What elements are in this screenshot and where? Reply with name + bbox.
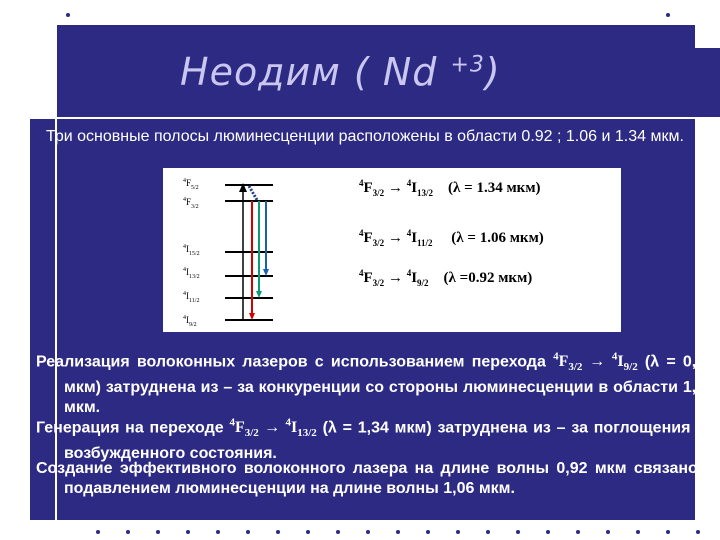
decor-dot (66, 13, 70, 17)
trans-sup: 4 (359, 268, 364, 278)
emission-arrowhead-134 (263, 269, 269, 276)
level-base: I (186, 244, 189, 254)
decor-dot (396, 530, 400, 534)
level-sup: 4 (183, 315, 186, 321)
trans-sup: 4 (553, 351, 559, 363)
level-sup: 4 (183, 178, 186, 184)
para1-tail: (λ = 0,92 мкм) затруднена из – за конкуренции со стороны люминесценции в области 1,06 мкм. (64, 353, 715, 416)
trans-sub: 9/2 (623, 361, 638, 374)
decor-dot (426, 530, 430, 534)
decor-dot (666, 13, 670, 17)
level-base: I (186, 315, 189, 325)
level-scheme (163, 168, 283, 332)
trans-base: F (363, 180, 373, 196)
title-main: Неодим ( Nd (180, 50, 451, 94)
decor-dot (636, 530, 640, 534)
decor-dot (276, 530, 280, 534)
decor-dot (96, 530, 100, 534)
trans-wavelength: (λ =0.92 мкм) (443, 270, 533, 286)
emission-arrowhead-106 (256, 291, 262, 298)
level-label-i92 (183, 315, 197, 328)
trans-sub: 9/2 (417, 278, 429, 288)
trans-base: I (291, 419, 298, 437)
corner-block (695, 48, 720, 117)
level-sub: 13/2 (189, 273, 200, 280)
trans-sub: 13/2 (417, 188, 434, 198)
trans-base: F (363, 270, 373, 286)
level-sup: 4 (183, 244, 186, 250)
para2-transition (229, 417, 317, 440)
decor-dot (186, 530, 190, 534)
trans-base: F (363, 230, 373, 246)
level-base: I (186, 267, 189, 277)
trans-sup: 4 (285, 417, 291, 429)
trans-base: I (617, 353, 624, 371)
level-sub: 11/2 (189, 297, 200, 304)
decor-dot (666, 530, 670, 534)
arrow-glyph: → (258, 419, 286, 437)
level-sub: 15/2 (189, 250, 200, 257)
decor-dot (576, 530, 580, 534)
level-label-f32 (183, 197, 199, 210)
para2-lead: Генерация на переходе (36, 419, 230, 437)
decor-dot (516, 530, 520, 534)
trans-sup: 4 (359, 228, 364, 238)
para3-text: Создание эффективного волоконного лазера на длине волны 0,92 мкм связано с подавлением люминесценции на длине волны 1,06 мкм. (36, 460, 714, 497)
level-sup: 4 (183, 267, 186, 273)
trans-wavelength: (λ = 1.34 мкм) (448, 180, 541, 196)
level-base: F (186, 178, 192, 188)
emission-arrowhead-092 (249, 313, 255, 320)
energy-level-diagram (163, 168, 621, 332)
trans-sub: 3/2 (244, 427, 259, 440)
transition-106 (359, 228, 544, 248)
decor-dot (546, 530, 550, 534)
trans-base: I (411, 270, 418, 286)
trans-sub: 11/2 (417, 238, 433, 248)
trans-sub: 3/2 (372, 238, 385, 248)
decor-dot (696, 530, 700, 534)
trans-base: I (411, 230, 418, 246)
paragraph-realization (36, 347, 714, 418)
level-label-i132 (183, 267, 200, 280)
decor-dot (306, 530, 310, 534)
arrow-glyph: → (387, 180, 403, 196)
transition-134 (359, 178, 541, 198)
trans-sub: 3/2 (568, 361, 583, 374)
decor-dot (156, 530, 160, 534)
paragraph-creation (36, 459, 714, 499)
para2-tail: (λ = 1,34 мкм) затруднена из – за поглощения из возбужденного состояния. (64, 419, 714, 462)
decor-dot (246, 530, 250, 534)
trans-sup: 4 (406, 228, 412, 238)
decor-dot (336, 530, 340, 534)
trans-base: F (234, 419, 245, 437)
title-charge: +3 (450, 52, 485, 78)
decor-dot (456, 530, 460, 534)
trans-base: I (411, 180, 418, 196)
arrow-glyph: → (582, 353, 612, 371)
level-sub: 3/2 (191, 203, 199, 210)
trans-sup: 4 (229, 417, 235, 429)
trans-base: F (558, 353, 569, 371)
trans-sup: 4 (611, 351, 618, 363)
level-base: I (186, 291, 189, 301)
transition-092 (359, 268, 532, 288)
trans-sup: 4 (406, 268, 412, 278)
para1-transition (553, 351, 638, 374)
para1-lead: Реализация волоконных лазеров с использованием перехода (36, 353, 554, 371)
decor-dot (216, 530, 220, 534)
intro-text (38, 127, 688, 147)
trans-sub: 3/2 (372, 188, 385, 198)
level-base: F (186, 197, 192, 207)
level-label-i112 (183, 291, 199, 304)
level-sub: 9/2 (189, 321, 197, 328)
title-close: ) (484, 50, 501, 94)
level-label-f52 (183, 178, 199, 191)
page-title (180, 50, 600, 100)
decor-dot (126, 530, 130, 534)
paragraph-generation (36, 413, 714, 464)
level-sub: 5/2 (191, 184, 199, 191)
trans-sub: 13/2 (297, 427, 317, 440)
level-sup: 4 (183, 197, 186, 203)
arrow-glyph: → (387, 270, 403, 286)
level-sup: 4 (183, 291, 186, 297)
intro-text-content: Три основные полосы люминесценции расположены в области 0.92 ; 1.06 и 1.34 мкм. (46, 128, 684, 145)
level-label-i152 (183, 244, 200, 257)
decor-line-top (0, 117, 720, 119)
relaxation-arrow (249, 186, 257, 200)
decor-dot (366, 530, 370, 534)
trans-wavelength: (λ = 1.06 мкм) (451, 230, 544, 246)
arrow-glyph: → (387, 230, 403, 246)
trans-sup: 4 (406, 178, 412, 188)
decor-dot (606, 530, 610, 534)
trans-sup: 4 (359, 178, 364, 188)
trans-sub: 3/2 (372, 278, 385, 288)
decor-dot (486, 530, 490, 534)
